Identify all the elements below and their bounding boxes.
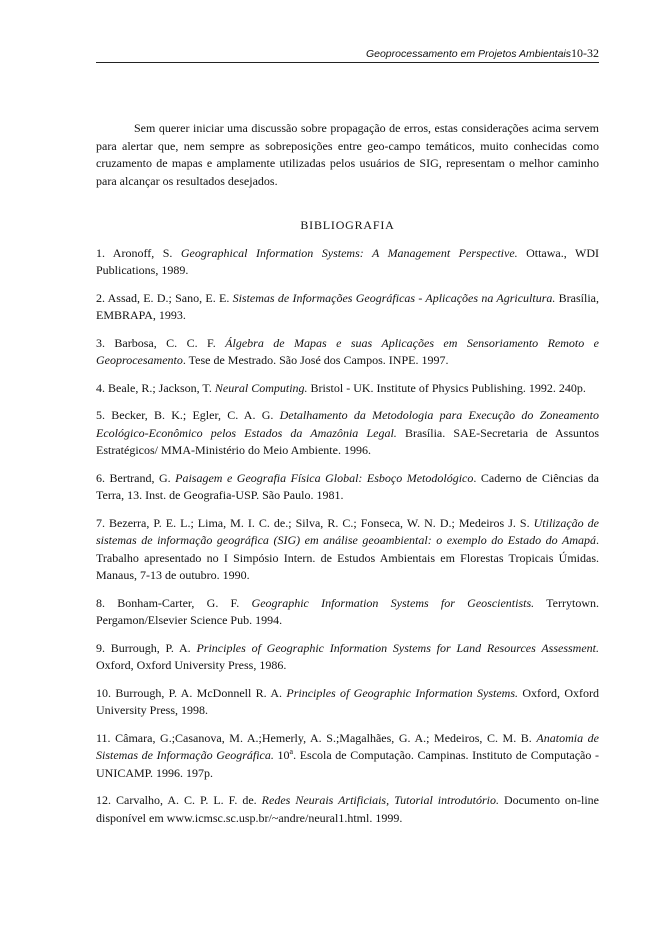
- reference-details: Terrytown. Pergamon/Elsevier Science Pub. 1994.: [96, 595, 599, 627]
- reference-title: Geographical Information Systems: A Management Perspective.: [180, 245, 518, 260]
- reference-authors: 7. Bezerra, P. E. L.; Lima, M. I. C. de.; Silva, R. C.; Fonseca, W. N. D.; Medeiros J. S.: [96, 515, 534, 530]
- reference-item: [96, 380, 599, 398]
- reference-title: Principles of Geographic Information Systems for Land Resources Assessment.: [196, 640, 600, 655]
- reference-item: [96, 515, 599, 585]
- reference-item: [96, 407, 599, 460]
- reference-authors: 6. Bertrand, G.: [96, 470, 176, 485]
- reference-details: Ottawa., WDI Publications, 1989.: [96, 245, 599, 277]
- reference-details: 10: [273, 748, 290, 762]
- reference-authors: 12. Carvalho, A. C. P. L. F. de.: [96, 793, 262, 807]
- reference-authors: 2. Assad, E. D.; Sano, E. E.: [96, 290, 233, 305]
- reference-title: Detalhamento da Metodologia para Execução do Zoneamento Ecológico-Econômico pelos Estados da Amazônia Legal.: [96, 408, 599, 440]
- reference-authors: 10. Burrough, P. A. McDonnell R. A.: [96, 685, 287, 700]
- page-content: [96, 120, 599, 837]
- reference-details: Brasília, EMBRAPA, 1993.: [96, 290, 599, 322]
- reference-title: Paisagem e Geografia Física Global: Esboço Metodológico: [175, 470, 474, 485]
- reference-details: . Tese de Mestrado. São José dos Campos. INPE. 1997.: [182, 353, 449, 367]
- reference-item: [96, 685, 599, 720]
- reference-item: [96, 595, 599, 630]
- superscript: a: [289, 747, 294, 756]
- reference-title: Redes Neurais Artificiais, Tutorial introdutório.: [261, 793, 500, 807]
- reference-authors: 9. Burrough, P. A.: [96, 640, 197, 655]
- reference-details: Documento on-line disponível em www.icmsc.sc.usp.br/~andre/neural1.html. 1999.: [96, 793, 599, 825]
- reference-title: Geographic Information Systems for Geoscientists.: [251, 595, 535, 610]
- page-header: [96, 36, 599, 63]
- reference-details: Oxford, Oxford University Press, 1998.: [96, 685, 600, 717]
- reference-details: Brasília. SAE-Secretaria de Assuntos Estratégicos/ MMA-Ministério do Meio Ambiente. 1996.: [96, 425, 599, 457]
- reference-title: Principles of Geographic Information Systems.: [286, 685, 519, 700]
- references-list: [96, 245, 599, 828]
- reference-authors: 4. Beale, R.; Jackson, T.: [96, 380, 215, 395]
- reference-title: Anatomia de Sistemas de Informação Geográfica.: [96, 730, 599, 762]
- reference-item: [96, 730, 599, 783]
- reference-details: Oxford, Oxford University Press, 1986.: [96, 658, 287, 672]
- reference-item: [96, 290, 599, 325]
- reference-title: Utilização de sistemas de informação geográfica (SIG) em análise geoambiental: o exemplo do Estado do Amapá: [96, 515, 599, 547]
- reference-item: [96, 245, 599, 280]
- reference-details: Bristol - UK. Institute of Physics Publishing. 1992. 240p.: [307, 380, 586, 395]
- reference-item: [96, 335, 599, 370]
- reference-authors: 11. Câmara, G.;Casanova, M. A.;Hemerly, A. S.;Magalhães, G. A.; Medeiros, C. M. B.: [96, 730, 537, 745]
- reference-authors: 3. Barbosa, C. C. F.: [96, 335, 226, 350]
- page-number: 10-32: [571, 46, 599, 60]
- reference-authors: 8. Bonham-Carter, G. F.: [96, 595, 252, 610]
- reference-item: [96, 792, 599, 827]
- reference-details-cont: . Escola de Computação. Campinas. Instituto de Computação - UNICAMP. 1996. 197p.: [96, 748, 600, 780]
- reference-title: Álgebra de Mapas e suas Aplicações em Sensoriamento Remoto e Geoprocesamento: [96, 335, 599, 367]
- reference-authors: 5. Becker, B. K.; Egler, C. A. G.: [96, 408, 280, 422]
- header-title: [366, 46, 599, 61]
- reference-item: [96, 640, 599, 675]
- reference-details: . Trabalho apresentado no I Simpósio Intern. de Estudos Ambientais em Florestas Tropicais Úmidas. Manaus, 7-13 de outubro. 1990.: [96, 533, 599, 582]
- reference-item: [96, 470, 599, 505]
- reference-title: Neural Computing.: [214, 380, 308, 395]
- reference-details: . Caderno de Ciências da Terra, 13. Inst. de Geografia-USP. São Paulo. 1981.: [96, 470, 599, 502]
- header-title-text: Geoprocessamento em Projetos Ambientais: [365, 48, 571, 60]
- section-title: BIBLIOGRAFIA: [300, 218, 395, 232]
- reference-authors: 1. Aronoff, S.: [96, 245, 181, 260]
- reference-title: Sistemas de Informações Geográficas - Aplicações na Agricultura.: [232, 290, 556, 305]
- intro-paragraph: Sem querer iniciar uma discussão sobre propagação de erros, estas considerações acima servem para alertar que, nem sempre as sobreposições entre geo-campo temáticos, muito conhecidas como cruzamento de mapas e amplamente utilizadas pelos usuários de SIG, representam o melhor caminho para alcançar os resultados desejados.: [96, 121, 599, 188]
